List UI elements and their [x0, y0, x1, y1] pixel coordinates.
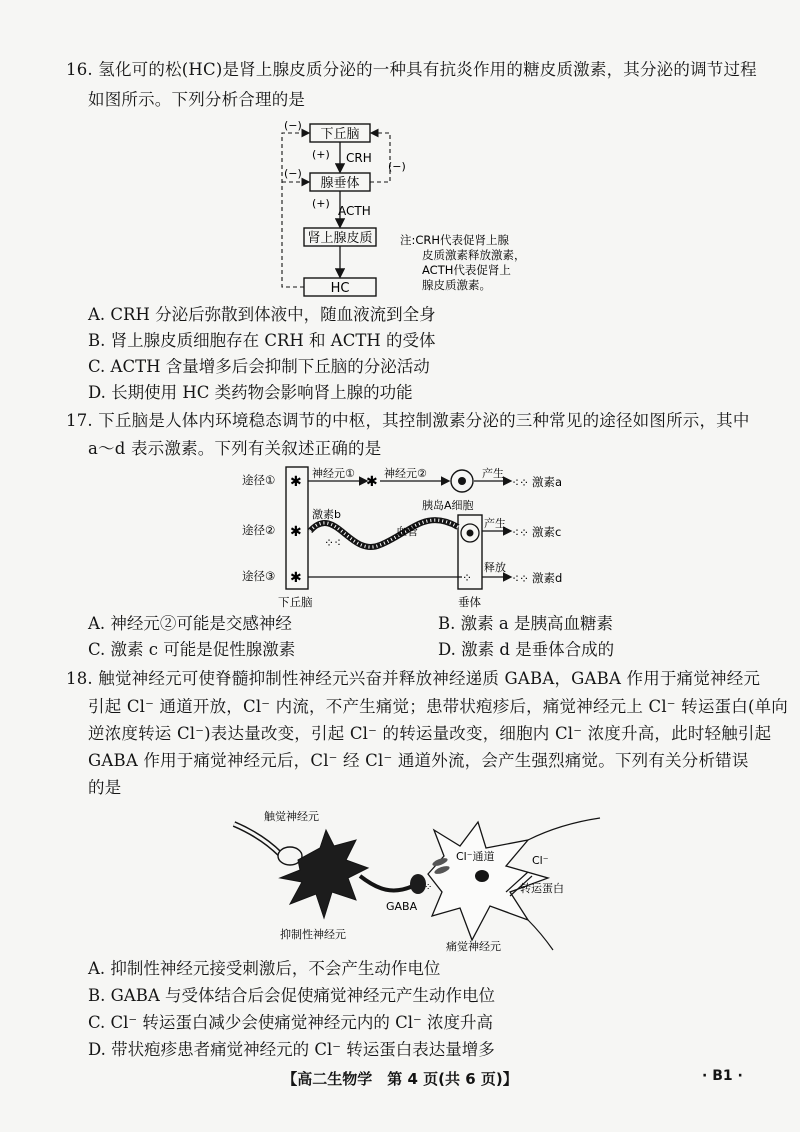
q18-stem-line4: GABA 作用于痛觉神经元后，Cl⁻ 经 Cl⁻ 通道外流，会产生强烈痛觉。下列有关分析错误: [88, 751, 749, 770]
q16-option-c: C. ACTH 含量增多后会抑制下丘脑的分泌活动: [88, 357, 430, 376]
box-hc-label: HC: [330, 281, 350, 296]
touch-neuron-label: 触觉神经元: [264, 810, 319, 823]
sign-plus-2: (+): [312, 197, 330, 210]
q17-stem-line1: 17. 下丘脑是人体内环境稳态调节的中枢，其控制激素分泌的三种常见的途径如图所示，其中: [66, 411, 750, 430]
path3-dots: ⁖⁘: [512, 572, 530, 586]
sign-plus-1: (+): [312, 148, 330, 161]
sign-minus-2: (−): [284, 167, 302, 180]
path1-dots: ⁖⁘: [512, 476, 530, 490]
q16-diagram: [270, 118, 560, 303]
q17-option-d: D. 激素 d 是垂体合成的: [438, 640, 615, 659]
neuron-star-mid: ✱: [366, 474, 378, 490]
path1-label: 途径①: [242, 473, 276, 487]
hormone-d-label: 激素d: [532, 571, 563, 585]
hormone-b-dots: ⁘⁖: [324, 536, 342, 550]
path3-label: 途径③: [242, 569, 276, 583]
neuron-star-1: ✱: [290, 474, 302, 490]
q16-option-b: B. 肾上腺皮质细胞存在 CRH 和 ACTH 的受体: [88, 331, 436, 350]
blood-vessel-label: 血管: [396, 525, 418, 538]
q18-option-b: B. GABA 与受体结合后会促使痛觉神经元产生动作电位: [88, 986, 495, 1005]
note-line1: 注:CRH代表促肾上腺: [400, 233, 510, 247]
path3-terminal: ⁘: [462, 571, 473, 585]
q18-stem-line3: 逆浓度转运 Cl⁻)表达量改变，引起 Cl⁻ 的转运量改变，细胞内 Cl⁻ 浓度升高，此时轻触引起: [88, 724, 772, 743]
q17-diagram: [240, 463, 580, 611]
q18-stem-line2: 引起 Cl⁻ 通道开放，Cl⁻ 内流，不产生痛觉；患带状疱疹后，痛觉神经元上 Cl⁻ 转运蛋白(单向: [88, 697, 788, 716]
q18-stem-line1: 18. 触觉神经元可使脊髓抑制性神经元兴奋并释放神经递质 GABA，GABA 作用于痛觉神经元: [66, 669, 761, 688]
pain-neuron-process-down: [528, 920, 553, 950]
box-hypothalamus-label: 下丘脑: [320, 127, 360, 142]
hypothalamus-label: 下丘脑: [278, 595, 313, 609]
path2-label: 途径②: [242, 523, 276, 537]
inhibitory-neuron-label: 抑制性神经元: [280, 928, 346, 941]
neuron-star-2: ✱: [290, 524, 302, 540]
q18-option-d: D. 带状疱疹患者痛觉神经元的 Cl⁻ 转运蛋白表达量增多: [88, 1040, 495, 1059]
note-line2: 皮质激素释放激素，: [422, 248, 526, 262]
box-pituitary-label: 腺垂体: [320, 176, 360, 191]
q16-option-a: A. CRH 分泌后弥散到体液中，随血液流到全身: [88, 305, 436, 324]
path1-neuron1-label: 神经元①: [312, 467, 355, 480]
path2-dots: ⁖⁘: [512, 526, 530, 540]
note-line4: 腺皮质激素。: [422, 278, 491, 292]
pain-neuron-nucleus: [475, 870, 489, 882]
q16-stem-line2: 如图所示。下列分析合理的是: [88, 90, 306, 109]
feedback-right-line: [370, 133, 390, 182]
gaba-label: GABA: [386, 900, 418, 913]
sign-minus-1: (−): [284, 119, 302, 132]
cl-channel-label: Cl⁻通道: [456, 850, 495, 863]
inhibitory-neuron-axon: [360, 876, 413, 891]
q17-option-a: A. 神经元②可能是交感神经: [88, 614, 292, 633]
page-code: · B1 ·: [702, 1068, 743, 1084]
q18-diagram: [228, 800, 608, 960]
pain-neuron-label: 痛觉神经元: [446, 940, 501, 953]
label-acth: ACTH: [338, 204, 371, 218]
path2-produce-label: 产生: [484, 517, 506, 530]
q18-stem-line5: 的是: [88, 778, 122, 797]
gaba-dots: ⁘: [424, 882, 433, 893]
page-footer: 【高二生物学 第 4 页(共 6 页)】: [282, 1070, 518, 1088]
pituitary-label: 垂体: [458, 595, 481, 609]
q17-option-b: B. 激素 a 是胰高血糖素: [438, 614, 613, 633]
label-crh: CRH: [346, 151, 372, 165]
q17-option-c: C. 激素 c 可能是促性腺激素: [88, 640, 296, 659]
q18-option-a: A. 抑制性神经元接受刺激后，不会产生动作电位: [88, 959, 441, 978]
islet-cell-nucleus: [458, 477, 466, 485]
hormone-b-label: 激素b: [312, 508, 341, 521]
feedback-left-line: [282, 133, 308, 287]
q16-option-d: D. 长期使用 HC 类药物会影响肾上腺的功能: [88, 383, 413, 402]
inhibitory-neuron-body: [280, 830, 368, 918]
sign-minus-3: (−): [388, 160, 406, 173]
q16-stem-line1: 16. 氢化可的松(HC)是肾上腺皮质分泌的一种具有抗炎作用的糖皮质激素，其分泌的调节过程: [66, 60, 757, 79]
q17-stem-line2: a～d 表示激素。下列有关叙述正确的是: [88, 439, 382, 458]
transporter-label: 转运蛋白: [520, 882, 564, 895]
hormone-c-label: 激素c: [532, 525, 562, 539]
path3-release-label: 释放: [484, 561, 506, 574]
hormone-a-label: 激素a: [532, 475, 563, 489]
box-adrenal-label: 肾上腺皮质: [307, 231, 373, 246]
cl-ion-label: Cl⁻: [532, 854, 549, 867]
islet-cell-label: 胰岛A细胞: [422, 499, 474, 512]
q18-option-c: C. Cl⁻ 转运蛋白减少会使痛觉神经元内的 Cl⁻ 浓度升高: [88, 1013, 493, 1032]
note-line3: ACTH代表促肾上: [422, 263, 511, 277]
neuron-star-3: ✱: [290, 570, 302, 586]
path1-produce-label: 产生: [482, 467, 504, 480]
path1-neuron2-label: 神经元②: [384, 467, 427, 480]
pituitary-cell-nucleus: [467, 530, 474, 537]
pain-neuron-process-right: [528, 818, 600, 840]
